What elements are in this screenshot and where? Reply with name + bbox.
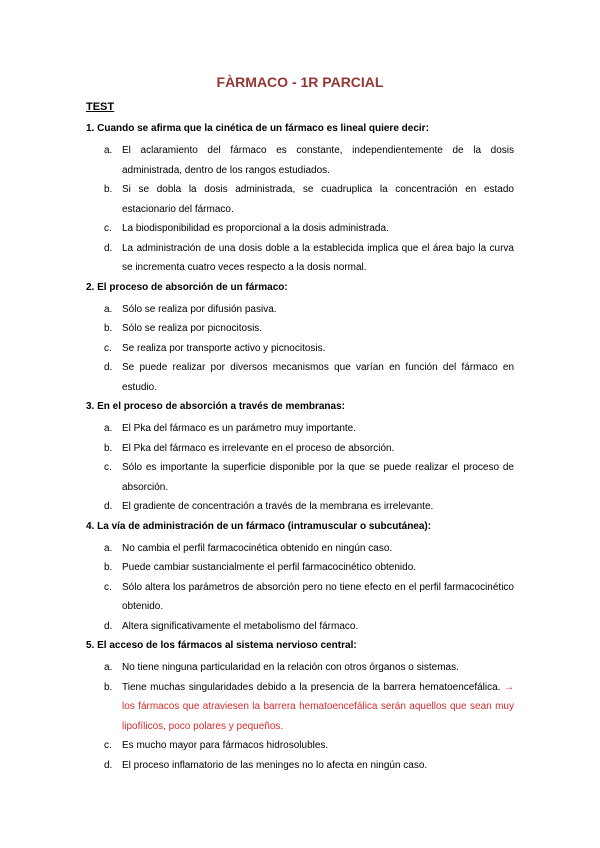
option-letter: a. bbox=[104, 423, 113, 434]
option-text: El Pka del fármaco es un parámetro muy importante. bbox=[122, 423, 356, 434]
option-item bbox=[86, 339, 514, 359]
option-item bbox=[86, 678, 514, 737]
option-text: No tiene ninguna particularidad en la relación con otros órganos o sistemas. bbox=[122, 662, 459, 673]
option-text: La biodisponibilidad es proporcional a la dosis administrada. bbox=[122, 223, 389, 234]
option-text: Si se dobla la dosis administrada, se cuadruplica la concentración en estado estacionario del fármaco. bbox=[122, 184, 514, 215]
option-text: Tiene muchas singularidades debido a la presencia de la barrera hematoencefálica. bbox=[122, 681, 501, 693]
option-letter: c. bbox=[104, 462, 112, 473]
option-item bbox=[86, 419, 514, 439]
option-text: Sólo se realiza por picnocitosis. bbox=[122, 323, 263, 334]
option-letter: c. bbox=[104, 342, 112, 354]
option-item bbox=[86, 439, 514, 459]
option-letter: c. bbox=[104, 581, 112, 593]
option-letter: c. bbox=[104, 223, 112, 234]
option-letter: b. bbox=[104, 184, 113, 195]
option-item bbox=[86, 239, 514, 278]
section-heading: TEST bbox=[86, 101, 115, 113]
option-item bbox=[86, 180, 514, 219]
option-item bbox=[86, 497, 514, 517]
answer-note: → los fármacos que atraviesen la barrera hematoencefálica serán aquellos que sean muy lipofílicos, poco polares y pequeños. bbox=[122, 681, 514, 732]
option-letter: d. bbox=[104, 501, 113, 512]
option-text: El aclaramiento del fármaco es constante, independientemente de la dosis administrada, dentro de los rangos estudiados. bbox=[122, 145, 514, 176]
option-letter: d. bbox=[104, 620, 113, 632]
option-item bbox=[86, 358, 514, 397]
option-list bbox=[86, 419, 514, 517]
option-text: Sólo es importante la superficie disponible por la que se puede realizar el proceso de absorción. bbox=[122, 462, 514, 493]
question-4 bbox=[86, 520, 514, 637]
document-title: FÀRMACO - 1R PARCIAL bbox=[216, 74, 384, 90]
option-text: Altera significativamente el metabolismo del fármaco. bbox=[122, 620, 359, 632]
option-item bbox=[86, 756, 514, 776]
question-1 bbox=[86, 122, 514, 278]
option-item bbox=[86, 736, 514, 756]
question-5 bbox=[86, 639, 514, 775]
option-list bbox=[86, 141, 514, 278]
option-letter: a. bbox=[104, 303, 113, 315]
option-letter: d. bbox=[104, 362, 113, 373]
option-letter: c. bbox=[104, 740, 112, 751]
question-title: 5. El acceso de los fármacos al sistema nervioso central: bbox=[86, 640, 357, 651]
option-letter: d. bbox=[104, 242, 113, 254]
option-list bbox=[86, 300, 514, 398]
question-3 bbox=[86, 400, 514, 517]
option-text: El proceso inflamatorio de las meninges no lo afecta en ningún caso. bbox=[122, 759, 428, 771]
option-letter: d. bbox=[104, 759, 113, 771]
option-text: El gradiente de concentración a través de la membrana es irrelevante. bbox=[122, 501, 434, 512]
option-text: Sólo altera los parámetros de absorción pero no tiene efecto en el perfil farmacocinético obtenido. bbox=[122, 581, 514, 612]
option-item bbox=[86, 219, 514, 239]
option-text: La administración de una dosis doble a la establecida implica que el área bajo la curva se incrementa cuatro veces respecto a la dosis normal. bbox=[122, 242, 514, 273]
option-letter: a. bbox=[104, 145, 113, 156]
question-title: 4. La vía de administración de un fármaco (intramuscular o subcutánea): bbox=[86, 520, 432, 532]
option-text: No cambia el perfil farmacocinética obtenido en ningún caso. bbox=[122, 542, 393, 554]
option-item bbox=[86, 539, 514, 559]
option-text: Puede cambiar sustancialmente el perfil farmacocinético obtenido. bbox=[122, 562, 417, 573]
option-letter: a. bbox=[104, 662, 113, 673]
option-letter: b. bbox=[104, 681, 113, 693]
option-letter: a. bbox=[104, 542, 113, 554]
option-item bbox=[86, 658, 514, 678]
option-text: El Pka del fármaco es irrelevante en el proceso de absorción. bbox=[122, 442, 395, 454]
option-text: Se puede realizar por diversos mecanismos que varían en función del fármaco en estudio. bbox=[122, 362, 514, 393]
option-item bbox=[86, 578, 514, 617]
option-letter: b. bbox=[104, 442, 113, 454]
option-item bbox=[86, 458, 514, 497]
option-list bbox=[86, 539, 514, 637]
question-title: 2. El proceso de absorción de un fármaco: bbox=[86, 281, 288, 293]
option-text: Se realiza por transporte activo y picnocitosis. bbox=[122, 342, 326, 354]
option-letter: b. bbox=[104, 323, 113, 334]
question-2 bbox=[86, 281, 514, 398]
option-item bbox=[86, 558, 514, 578]
option-letter: b. bbox=[104, 562, 113, 573]
question-title: 1. Cuando se afirma que la cinética de un fármaco es lineal quiere decir: bbox=[86, 123, 429, 134]
option-text: Sólo se realiza por difusión pasiva. bbox=[122, 303, 277, 315]
option-list bbox=[86, 658, 514, 775]
option-item bbox=[86, 617, 514, 637]
option-item bbox=[86, 300, 514, 320]
option-item bbox=[86, 319, 514, 339]
question-list bbox=[86, 122, 514, 775]
option-item bbox=[86, 141, 514, 180]
option-text: Es mucho mayor para fármacos hidrosolubles. bbox=[122, 740, 329, 751]
question-title: 3. En el proceso de absorción a través de membranas: bbox=[86, 401, 345, 412]
